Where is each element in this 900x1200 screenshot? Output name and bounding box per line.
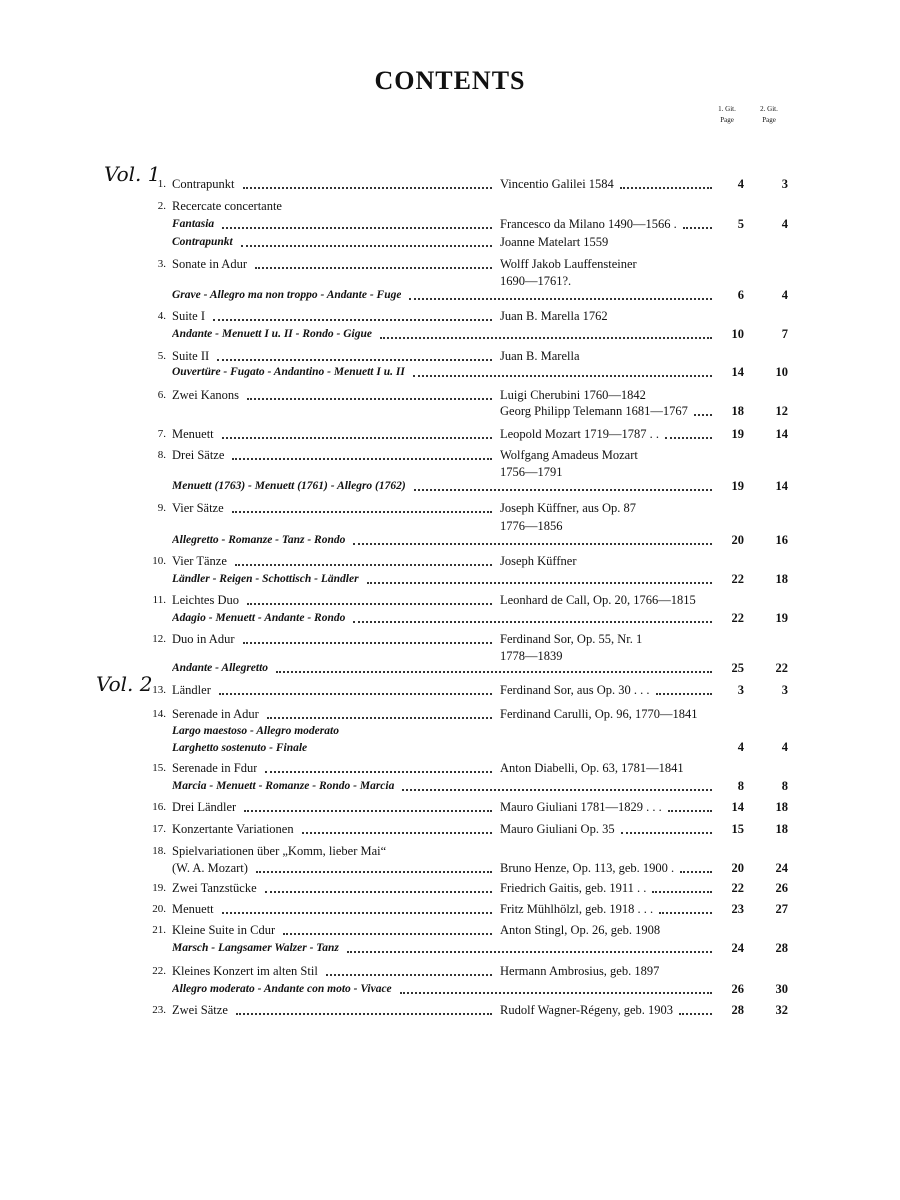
entry-composer: Joanne Matelart 1559 [500,235,609,249]
entry-movements: Contrapunkt [172,236,233,248]
dot-leader [236,1013,492,1015]
page-number-1-git: 4 [737,177,744,191]
dot-leader [683,227,712,229]
toc-entry [0,1000,900,1020]
dot-leader [694,414,712,416]
entry-title: Zwei Sätze [172,1003,228,1017]
entry-title: Zwei Tanzstücke [172,881,257,895]
toc-entry [0,819,900,839]
dot-leader [219,693,492,695]
page-number-1-git: 22 [731,881,744,895]
entry-number: 16. [152,801,166,813]
entry-title: Drei Ländler [172,800,237,814]
entry-title: Leichtes Duo [172,593,239,607]
toc-entry [0,737,900,757]
toc-entry [0,658,900,678]
toc-entry [0,776,900,796]
dot-leader [656,693,712,695]
page-number-2-git: 8 [781,779,788,793]
toc-entry [0,961,900,981]
page-number-2-git: 26 [775,881,788,895]
entry-composer: 1690—1761?. [500,274,572,288]
toc-entry [0,569,900,589]
entry-movements: Adagio - Menuett - Andante - Rondo [172,612,346,624]
entry-number: 8. [157,449,166,461]
page-number-1-git: 19 [731,427,744,441]
dot-leader [652,891,712,893]
page-number-1-git: 5 [737,217,744,231]
dot-leader [255,267,492,269]
entry-number: 23. [152,1004,166,1016]
dot-leader [402,789,712,791]
entry-number: 18. [152,845,166,857]
entry-composer: Leonhard de Call, Op. 20, 1766—1815 [500,593,696,607]
entry-composer: 1776—1856 [500,519,563,533]
dot-leader [247,398,492,400]
dot-leader [256,871,492,873]
entry-number: 7. [157,428,166,440]
page-number-1-git: 4 [737,740,744,754]
toc-entry [0,899,900,919]
page-number-2-git: 4 [781,217,788,231]
entry-composer: Georg Philipp Telemann 1681—1767 [500,404,688,418]
dot-leader [267,717,492,719]
page-number-1-git: 24 [731,941,744,955]
page-number-2-git: 18 [775,822,788,836]
entry-number: 10. [152,555,166,567]
entry-number: 22. [152,965,166,977]
dot-leader [243,187,492,189]
entry-composer: Ferdinand Sor, Op. 55, Nr. 1 [500,632,643,646]
dot-leader [244,810,492,812]
page-number-2-git: 18 [775,800,788,814]
entry-composer: Francesco da Milano 1490—1566 . [500,217,677,231]
page-number-2-git: 19 [775,611,788,625]
page-number-2-git: 10 [775,365,788,379]
entry-composer: Bruno Henze, Op. 113, geb. 1900 . [500,861,675,875]
toc-entry [0,979,900,999]
entry-movements: Allegro moderato - Andante con moto - Vivace [172,983,392,995]
dot-leader [400,992,712,994]
dot-leader [659,912,712,914]
page-number-1-git: 23 [731,902,744,916]
entry-number: 21. [152,924,166,936]
entry-title: Suite I [172,309,205,323]
dot-leader [222,227,492,229]
entry-title: Sonate in Adur [172,257,247,271]
dot-leader [413,375,712,377]
entry-composer: Fritz Mühlhölzl, geb. 1918 . . . [500,902,654,916]
dot-leader [232,511,492,513]
entry-number: 6. [157,389,166,401]
volume-1-label: Vol. 1 [104,162,161,186]
entry-number: 14. [152,708,166,720]
dot-leader [665,437,712,439]
entry-number: 20. [152,903,166,915]
entry-number: 4. [157,310,166,322]
entry-title: Kleine Suite in Cdur [172,923,276,937]
entry-movements: Menuett (1763) - Menuett (1761) - Allegro (1762) [172,480,406,492]
page-number-1-git: 15 [731,822,744,836]
dot-leader [283,933,492,935]
entry-number: 5. [157,350,166,362]
toc-entry [0,551,900,571]
dot-leader [668,810,712,812]
page-number-2-git: 14 [775,427,788,441]
entry-movements: Allegretto - Romanze - Tanz - Rondo [172,534,346,546]
entry-composer: Ferdinand Sor, aus Op. 30 . . . [500,683,650,697]
entry-title: Menuett [172,902,214,916]
toc-entry [0,878,900,898]
page-number-1-git: 26 [731,982,744,996]
entry-movements: Ländler - Reigen - Schottisch - Ländler [172,573,359,585]
toc-entry [0,324,900,344]
dot-leader [353,543,712,545]
page-number-2-git: 27 [775,902,788,916]
dot-leader [222,437,492,439]
page-number-2-git: 28 [775,941,788,955]
entry-movements: Largo maestoso - Allegro moderato [172,725,339,737]
entry-title: (W. A. Mozart) [172,861,248,875]
entry-title: Suite II [172,349,210,363]
page-number-2-git: 3 [781,683,788,697]
page-title: CONTENTS [374,66,526,95]
dot-leader [414,489,712,491]
toc-entry [0,196,900,216]
column-header-2-git: 2. Git. Page [760,105,778,124]
entry-movements: Ouvertüre - Fugato - Andantino - Menuett I u. II [172,366,405,378]
page-number-2-git: 30 [775,982,788,996]
dot-leader [276,671,712,673]
entry-composer: Rudolf Wagner-Régeny, geb. 1903 [500,1003,674,1017]
page-number-1-git: 8 [737,779,744,793]
entry-title: Contrapunkt [172,177,235,191]
entry-number: 2. [157,200,166,212]
entry-composer: Leopold Mozart 1719—1787 . . [500,427,660,441]
entry-title: Duo in Adur [172,632,235,646]
dot-leader [409,298,712,300]
entry-composer: Ferdinand Carulli, Op. 96, 1770—1841 [500,707,698,721]
toc-entry [0,680,900,700]
dot-leader [353,621,712,623]
page-number-1-git: 22 [731,572,744,586]
dot-leader [326,974,492,976]
dot-leader [235,564,492,566]
entry-composer: Juan B. Marella [500,349,580,363]
entry-number: 19. [152,882,166,894]
toc-entry [0,424,900,444]
entry-composer: Anton Diabelli, Op. 63, 1781—1841 [500,761,684,775]
entry-composer: Juan B. Marella 1762 [500,309,608,323]
entry-number: 17. [152,823,166,835]
entry-title: Serenade in Adur [172,707,259,721]
toc-entry [0,797,900,817]
dot-leader [680,871,712,873]
entry-composer: 1756—1791 [500,465,563,479]
dot-leader [243,642,492,644]
page-number-2-git: 7 [781,327,788,341]
page-number-2-git: 12 [775,404,788,418]
toc-entry [0,306,900,326]
dot-leader [213,319,492,321]
toc-entry [0,938,900,958]
entry-number: 1. [157,178,166,190]
entry-number: 3. [157,258,166,270]
dot-leader [620,187,712,189]
page-number-1-git: 10 [731,327,744,341]
entry-title: Drei Sätze [172,448,225,462]
entry-movements: Andante - Allegretto [172,662,269,674]
toc-entry [0,608,900,628]
entry-title: Vier Sätze [172,501,224,515]
dot-leader [367,582,712,584]
dot-leader [265,771,492,773]
toc-entry [0,858,900,878]
dot-leader [265,891,492,893]
page-number-2-git: 32 [775,1003,788,1017]
entry-number: 11. [152,594,166,606]
dot-leader [247,603,492,605]
entry-composer: Mauro Giuliani 1781—1829 . . . [500,800,662,814]
page-number-1-git: 22 [731,611,744,625]
entry-number: 9. [157,502,166,514]
entry-number: 12. [152,633,166,645]
page-number-2-git: 4 [781,740,788,754]
entry-movements: Marsch - Langsamer Walzer - Tanz [172,942,339,954]
page-number-2-git: 18 [775,572,788,586]
dot-leader [302,832,492,834]
page-number-1-git: 20 [731,861,744,875]
toc-entry [0,476,900,496]
page-number-2-git: 16 [775,533,788,547]
page-number-1-git: 14 [731,365,744,379]
entry-composer: Vincentio Galilei 1584 [500,177,614,191]
page-number-1-git: 20 [731,533,744,547]
toc-entry [0,214,900,234]
dot-leader [347,951,712,953]
entry-title: Kleines Konzert im alten Stil [172,964,318,978]
dot-leader [679,1013,712,1015]
toc-entry [0,920,900,940]
page-number-1-git: 28 [731,1003,744,1017]
entry-title: Recercate concertante [172,199,282,213]
dot-leader [621,832,712,834]
toc-entry [0,498,900,518]
column-header-1-git: 1. Git. Page [718,105,736,124]
entry-title: Vier Tänze [172,554,227,568]
page-number-2-git: 4 [781,288,788,302]
toc-entry [0,174,900,194]
entry-composer: Joseph Küffner, aus Op. 87 [500,501,637,515]
entry-title: Spielvariationen über „Komm, lieber Mai“ [172,844,387,858]
entry-composer: 1778—1839 [500,649,563,663]
page-number-2-git: 24 [775,861,788,875]
toc-entry [0,758,900,778]
entry-composer: Wolff Jakob Lauffensteiner [500,257,637,271]
entry-number: 15. [152,762,166,774]
entry-title: Zwei Kanons [172,388,239,402]
page-number-1-git: 3 [737,683,744,697]
page-number-1-git: 18 [731,404,744,418]
dot-leader [217,359,492,361]
entry-composer: Anton Stingl, Op. 26, geb. 1908 [500,923,661,937]
page-number-1-git: 6 [737,288,744,302]
entry-movements: Grave - Allegro ma non troppo - Andante - Fuge [172,289,402,301]
page-number-1-git: 19 [731,479,744,493]
toc-entry [0,590,900,610]
entry-number: 13. [152,684,166,696]
toc-entry [0,285,900,305]
page-number-2-git: 3 [781,177,788,191]
entry-movements: Fantasia [172,218,215,230]
dot-leader [241,245,492,247]
page-number-1-git: 14 [731,800,744,814]
entry-title: Ländler [172,683,211,697]
entry-movements: Andante - Menuett I u. II - Rondo - Gigue [172,328,373,340]
entry-composer: Hermann Ambrosius, geb. 1897 [500,964,660,978]
toc-entry [0,362,900,382]
page-number-1-git: 25 [731,661,744,675]
entry-title: Serenade in Fdur [172,761,258,775]
volume-2-label: Vol. 2 [96,672,153,696]
dot-leader [222,912,492,914]
entry-composer: Mauro Giuliani Op. 35 [500,822,615,836]
entry-composer: Luigi Cherubini 1760—1842 [500,388,646,402]
page-number-2-git: 14 [775,479,788,493]
toc-entry [0,401,900,421]
entry-composer: Friedrich Gaitis, geb. 1911 . . [500,881,647,895]
entry-title: Konzertante Variationen [172,822,294,836]
entry-movements: Larghetto sostenuto - Finale [172,742,308,754]
entry-composer: Wolfgang Amadeus Mozart [500,448,638,462]
toc-entry [0,530,900,550]
dot-leader [380,337,712,339]
dot-leader [232,458,492,460]
entry-title: Menuett [172,427,214,441]
page-number-2-git: 22 [775,661,788,675]
toc-entry [0,232,900,252]
entry-movements: Marcia - Menuett - Romanze - Rondo - Marcia [172,780,395,792]
entry-composer: Joseph Küffner [500,554,577,568]
